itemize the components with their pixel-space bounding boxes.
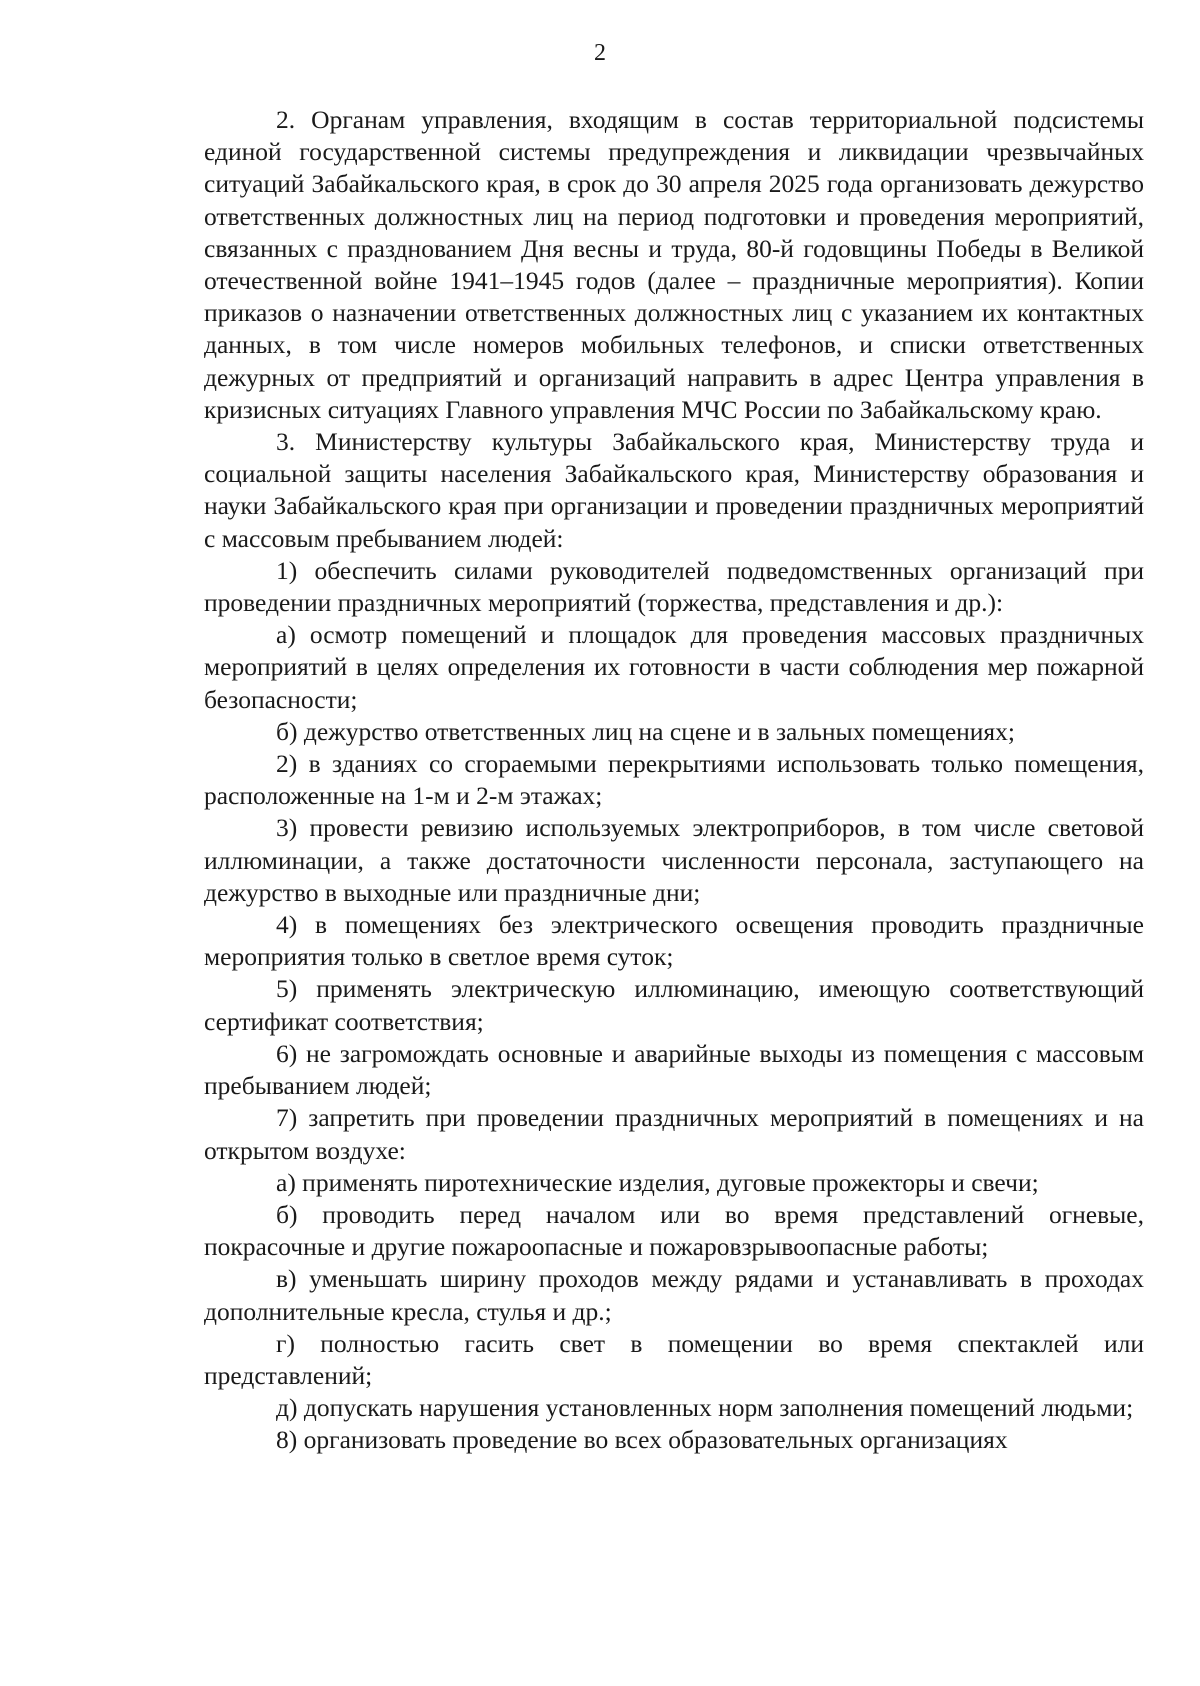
- paragraph-subitem-3: 3) провести ревизию используемых электроприборов, в том числе световой иллюминации, а также достаточности численности персонала, заступающего на дежурство в выходные или праздничные дни;: [204, 813, 1144, 907]
- paragraph-subitem-1b: б) дежурство ответственных лиц на сцене и в зальных помещениях;: [276, 716, 1015, 746]
- paragraph-subitem-5: 5) применять электрическую иллюминацию, имеющую соответствующий сертификат соответствия;: [204, 974, 1144, 1036]
- paragraph-subitem-7b: б) проводить перед началом или во время представлений огневые, покрасочные и другие пожароопасные и пожаровзрывоопасные работы;: [204, 1199, 1144, 1262]
- paragraph-subitem-7d: д) допускать нарушения установленных норм заполнения помещений людьми;: [276, 1393, 1134, 1423]
- paragraph-subitem-1: 1) обеспечить силами руководителей подведомственных организаций при проведении праздничных мероприятий (торжества, представления и др.):: [204, 555, 1144, 618]
- paragraph-subitem-1a: а) осмотр помещений и площадок для проведения массовых праздничных мероприятий в целях определения их готовности в части соблюдения мер пожарной безопасности;: [204, 620, 1144, 714]
- paragraph-subitem-2: 2) в зданиях со сгораемыми перекрытиями использовать только помещения, расположенные на 1-м и 2-м этажах;: [204, 749, 1144, 811]
- paragraph-subitem-7v: в) уменьшать ширину проходов между рядами и устанавливать в проходах дополнительные кресла, стулья и др.;: [204, 1264, 1144, 1326]
- paragraph-subitem-7: 7) запретить при проведении праздничных мероприятий в помещениях и на открытом воздухе:: [204, 1103, 1144, 1165]
- paragraph-subitem-7a: а) применять пиротехнические изделия, дуговые прожекторы и свечи;: [276, 1167, 1039, 1197]
- page-number: 2: [594, 40, 606, 66]
- paragraph-subitem-8: 8) организовать проведение во всех образовательных организациях: [276, 1425, 1008, 1455]
- document-body: [204, 104, 1144, 1457]
- paragraph-item-3: 3. Министерству культуры Забайкальского края, Министерству труда и социальной защиты населения Забайкальского края, Министерству образования и науки Забайкальского края при организации и проведении праздничных мероприятий с массовым пребыванием людей:: [204, 427, 1144, 553]
- paragraph-subitem-7g: г) полностью гасить свет в помещении во время спектаклей или представлений;: [204, 1328, 1144, 1390]
- paragraph-subitem-6: 6) не загромождать основные и аварийные выходы из помещения с массовым пребыванием людей;: [204, 1038, 1144, 1101]
- paragraph-subitem-4: 4) в помещениях без электрического освещения проводить праздничные мероприятия только в светлое время суток;: [204, 910, 1144, 972]
- paragraph-item-2: 2. Органам управления, входящим в состав территориальной подсистемы единой государственной системы предупреждения и ликвидации чрезвычайных ситуаций Забайкальского края, в срок до 30 апреля 2025 года организовать дежурство ответственных должностных лиц на период подготовки и проведения мероприятий, связанных с празднованием Дня весны и труда, 80-й годовщины Победы в Великой отечественной войне 1941–1945 годов (далее – праздничные мероприятия). Копии приказов о назначении ответственных должностных лиц с указанием их контактных данных, в том числе номеров мобильных телефонов, и списки ответственных дежурных от предприятий и организаций направить в адрес Центра управления в кризисных ситуациях Главного управления МЧС России по Забайкальскому краю.: [204, 105, 1144, 424]
